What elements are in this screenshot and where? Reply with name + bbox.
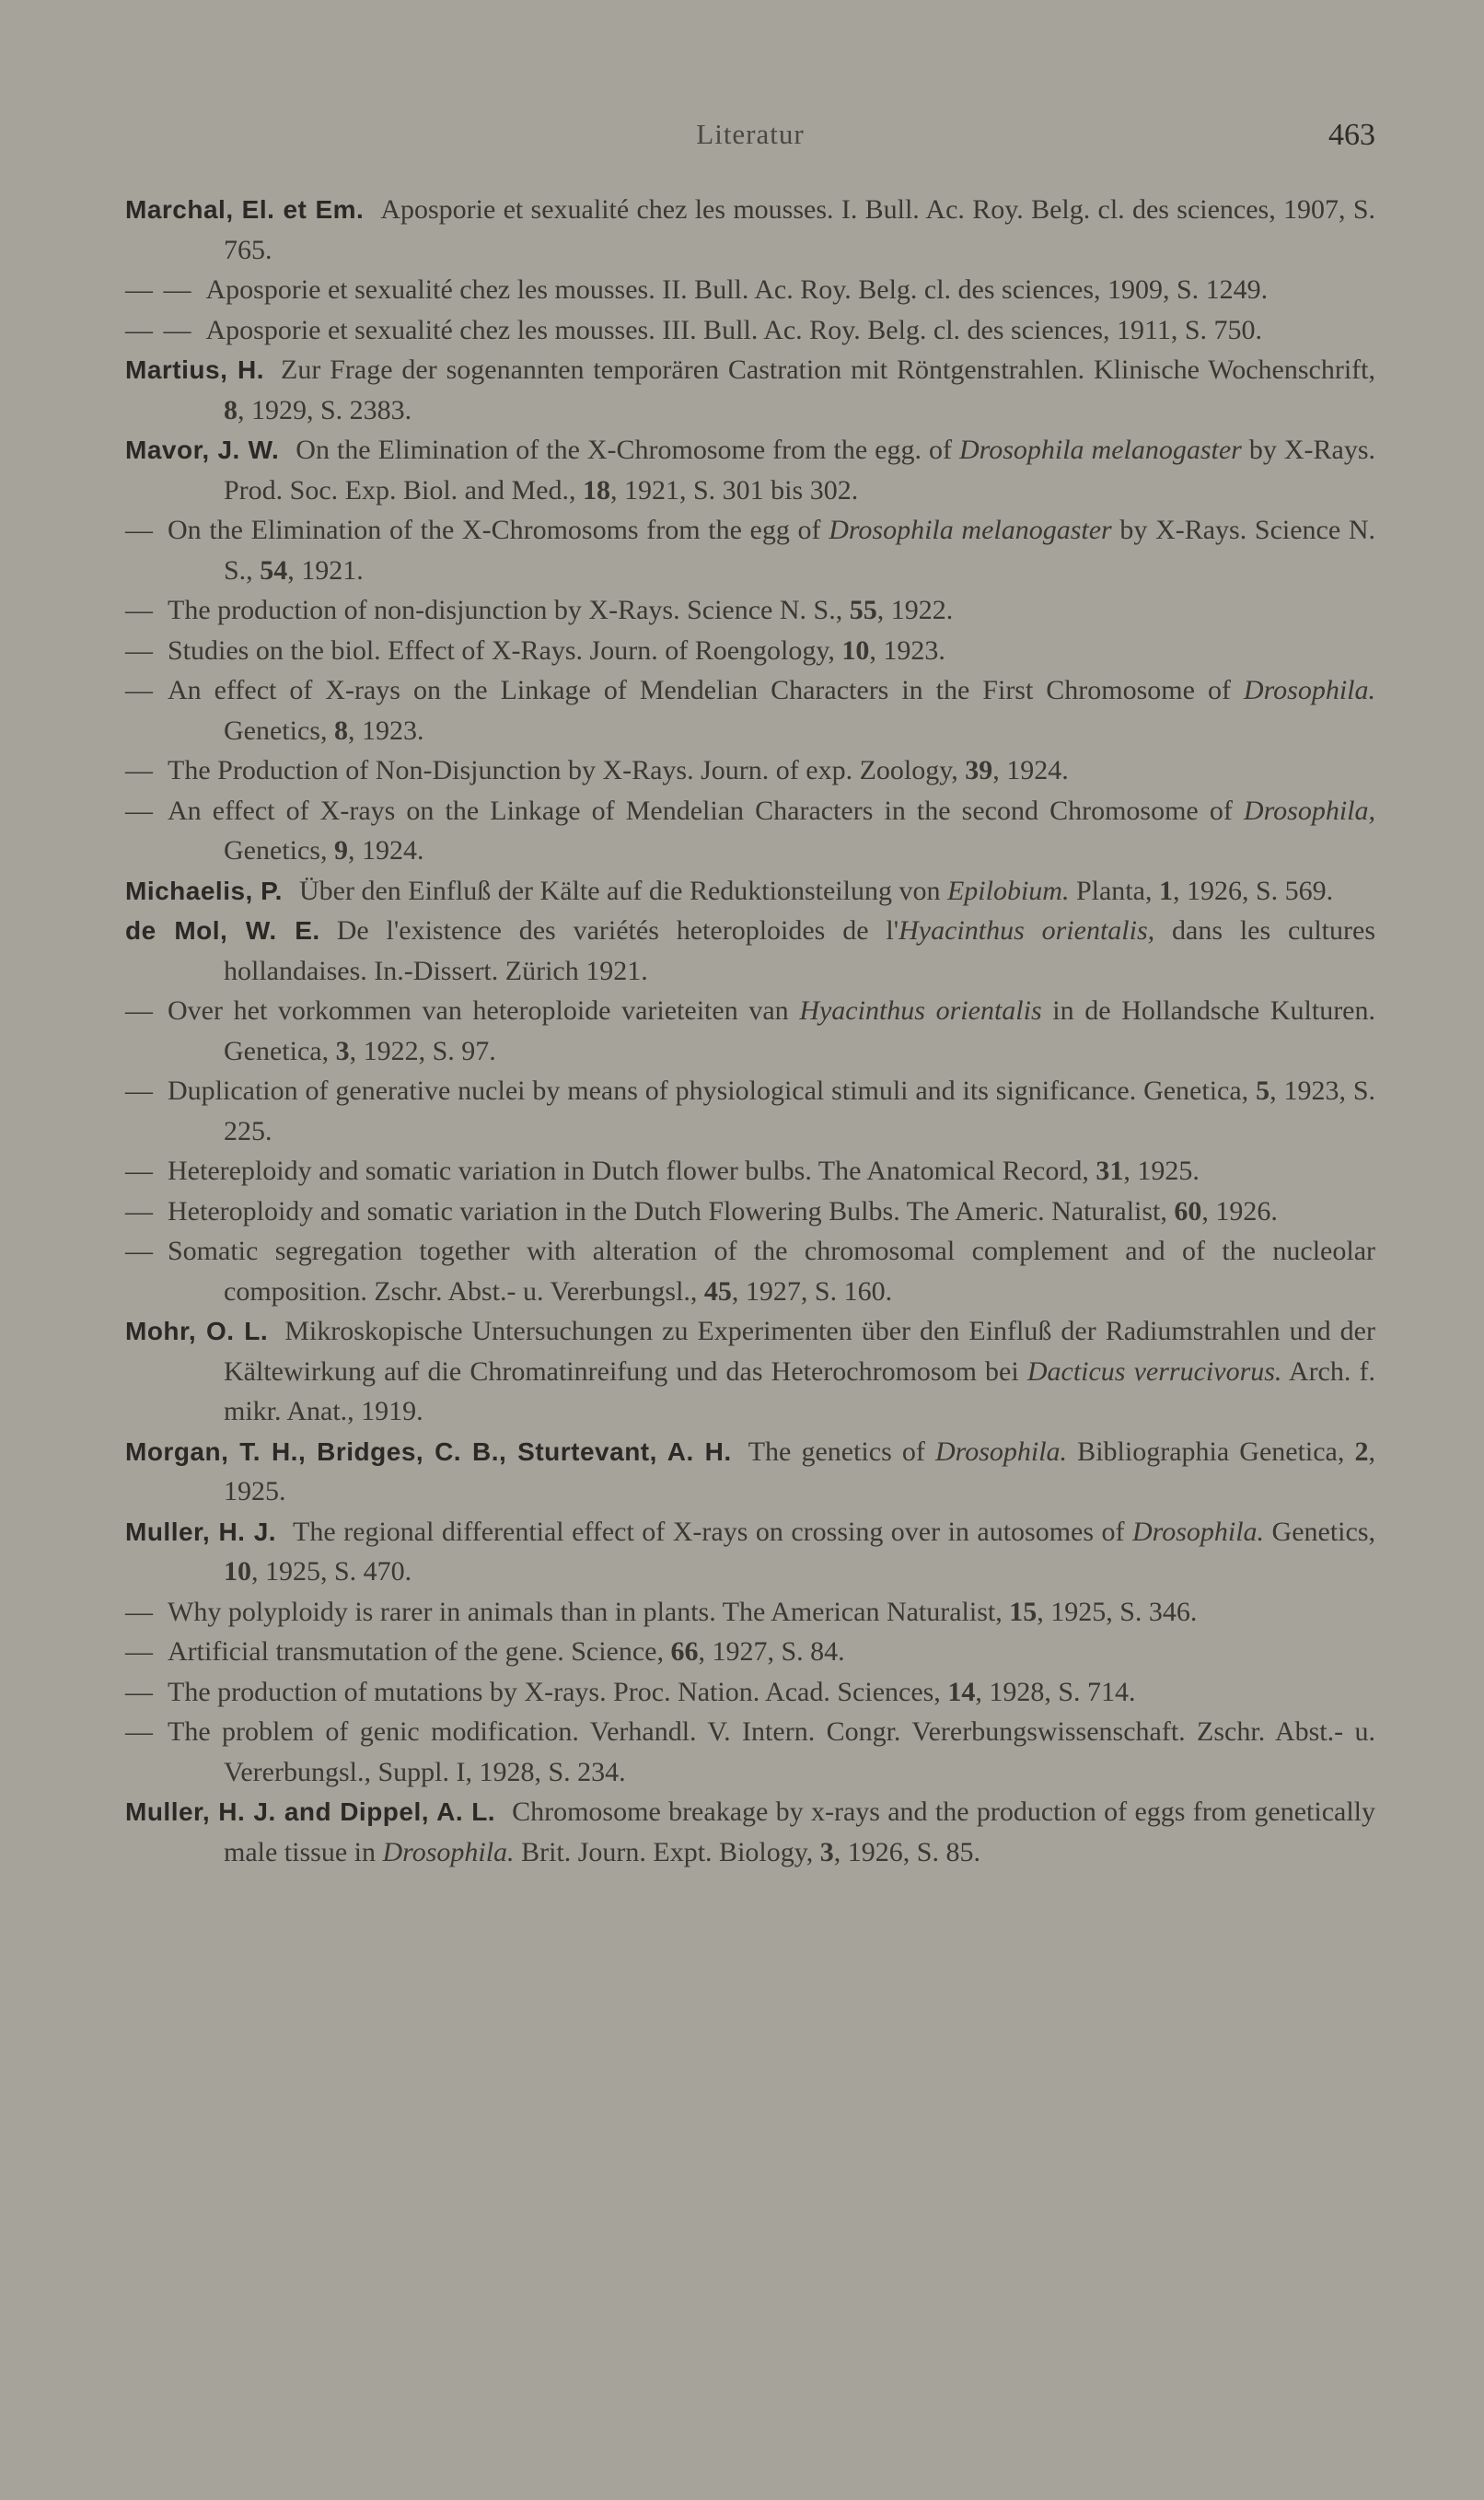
- volume-number: 39: [965, 755, 993, 785]
- reference-text: The genetics of: [748, 1436, 935, 1467]
- reference-entry: [125, 1192, 1375, 1232]
- reference-text: Zur Frage der sogenannten temporären Castration mit Röntgenstrahlen. Klinische Wochenschrift,: [281, 355, 1375, 385]
- reference-entry: [125, 1432, 1375, 1512]
- volume-number: 10: [841, 634, 870, 666]
- reference-text: Somatic segregation together with alteration of the chromosomal complement and of the nucleolar composition. Zschr. Abst.- u. Vererbungsl.,: [168, 1236, 1375, 1307]
- reference-text: On the Elimination of the X-Chromosoms from the egg of: [168, 515, 829, 545]
- reference-text: Studies on the biol. Effect of X-Rays. Journ. of Roengology,: [168, 634, 842, 666]
- reference-text: Why polyploidy is rarer in animals than in plants. The American Naturalist,: [168, 1596, 1010, 1627]
- volume-number: 3: [335, 1035, 350, 1066]
- volume-number: 31: [1096, 1156, 1124, 1186]
- reference-dash: —: [125, 634, 155, 666]
- reference-entry: [125, 871, 1375, 912]
- volume-number: 54: [260, 554, 288, 586]
- reference-dash: —: [125, 1236, 155, 1266]
- reference-text: , 1923, S. 225.: [224, 1076, 1375, 1146]
- reference-text: The Production of Non-Disjunction by X-Rays. Journ. of exp. Zoology,: [168, 755, 966, 785]
- reference-text: , 1925.: [224, 1436, 1375, 1506]
- reference-entry: [125, 631, 1375, 671]
- italic-text: Drosophila melanogaster: [829, 515, 1112, 545]
- reference-text: Aposporie et sexualité chez les mousses. II. Bull. Ac. Roy. Belg. cl. des sciences, 1909, S. 1249.: [205, 274, 1269, 305]
- reference-author: Muller, H. J. and Dippel, A. L.: [125, 1797, 496, 1826]
- reference-dash: —: [125, 1195, 155, 1227]
- italic-text: Drosophila,: [1243, 795, 1375, 826]
- page-number: 463: [1328, 118, 1375, 152]
- volume-number: 18: [583, 474, 610, 506]
- reference-text: , 1922, S. 97.: [349, 1035, 496, 1066]
- reference-entry: [125, 310, 1375, 351]
- volume-number: 1: [1158, 875, 1173, 906]
- reference-entry: [125, 190, 1375, 270]
- reference-text: Chromosome breakage by x-rays and the production of eggs from genetically male tissue in: [224, 1797, 1375, 1867]
- reference-text: Über den Einfluß der Kälte auf die Reduktionsteilung von: [298, 875, 947, 906]
- reference-dash: — —: [125, 274, 193, 305]
- reference-entry: [125, 1632, 1375, 1672]
- reference-entry: [125, 1592, 1375, 1633]
- reference-text: Genetics,: [1264, 1516, 1375, 1547]
- volume-number: 8: [333, 715, 348, 746]
- volume-number: 55: [849, 595, 877, 625]
- reference-text: The production of mutations by X-rays. Proc. Nation. Acad. Sciences,: [168, 1676, 948, 1707]
- page-header: [125, 118, 1375, 164]
- volume-number: 8: [224, 394, 238, 425]
- reference-text: , 1927, S. 160.: [731, 1275, 893, 1307]
- reference-entry: [125, 791, 1375, 871]
- reference-text: , 1923.: [347, 715, 424, 746]
- reference-author: Mavor, J. W.: [125, 436, 280, 464]
- reference-dash: —: [125, 595, 155, 625]
- reference-dash: —: [125, 515, 155, 545]
- reference-dash: —: [125, 1716, 155, 1747]
- reference-list: [125, 190, 1375, 1872]
- volume-number: 5: [1256, 1076, 1270, 1106]
- reference-text: Artificial transmutation of the gene. Science,: [168, 1636, 671, 1667]
- reference-dash: —: [125, 675, 155, 705]
- reference-text: An effect of X-rays on the Linkage of Mendelian Characters in the First Chromosome of: [168, 675, 1244, 705]
- reference-author: Michaelis, P.: [125, 876, 283, 905]
- reference-author: de Mol, W. E.: [125, 916, 320, 945]
- volume-number: 14: [947, 1676, 976, 1707]
- italic-text: Epilobium.: [946, 875, 1070, 906]
- reference-entry: [125, 750, 1375, 791]
- reference-text: Mikroskopische Untersuchungen zu Experimenten über den Einfluß der Radiumstrahlen und der Kältewirkung auf die Chromatinreifung und das Heterochromosom bei: [224, 1316, 1375, 1387]
- reference-dash: —: [125, 755, 155, 785]
- reference-text: Hetereploidy and somatic variation in Dutch flower bulbs. The Anatomical Record,: [168, 1156, 1096, 1186]
- reference-text: Arch. f. mikr. Anat., 1919.: [224, 1355, 1375, 1426]
- reference-text: , 1924.: [347, 835, 424, 866]
- reference-text: , 1921.: [287, 554, 364, 586]
- italic-text: Drosophila.: [382, 1836, 515, 1867]
- reference-text: , 1927, S. 84.: [698, 1636, 845, 1667]
- reference-entry: [125, 1071, 1375, 1151]
- reference-entry: [125, 430, 1375, 510]
- reference-author: Mohr, O. L.: [125, 1317, 269, 1345]
- reference-dash: —: [125, 995, 155, 1026]
- reference-text: , 1921, S. 301 bis 302.: [610, 474, 859, 506]
- running-title: Literatur: [696, 118, 805, 150]
- reference-text: by X-Rays. Science N. S.,: [224, 515, 1376, 586]
- reference-text: Planta,: [1069, 875, 1159, 906]
- reference-entry: [125, 1712, 1375, 1792]
- reference-dash: —: [125, 1076, 155, 1106]
- reference-text: On the Elimination of the X-Chromosome from the egg. of: [296, 435, 959, 465]
- reference-text: , 1926, S. 569.: [1172, 875, 1334, 906]
- reference-text: in de Hollandsche Kulturen. Genetica,: [224, 995, 1375, 1066]
- reference-text: , 1925, S. 470.: [251, 1556, 412, 1587]
- reference-text: , 1928, S. 714.: [975, 1676, 1136, 1707]
- volume-number: 60: [1174, 1195, 1202, 1227]
- volume-number: 3: [819, 1836, 834, 1867]
- reference-text: Over het vorkommen van heteroploide varieteiten van: [168, 995, 800, 1026]
- reference-entry: [125, 590, 1375, 631]
- volume-number: 66: [670, 1636, 699, 1667]
- reference-author: Muller, H. J.: [125, 1517, 277, 1546]
- reference-entry: [125, 1672, 1375, 1713]
- reference-text: Duplication of generative nuclei by means of physiological stimuli and its significance. Genetica,: [168, 1076, 1257, 1106]
- reference-text: An effect of X-rays on the Linkage of Mendelian Characters in the second Chromosome of: [168, 795, 1244, 826]
- italic-text: Drosophila.: [934, 1436, 1068, 1467]
- reference-text: Aposporie et sexualité chez les mousses. I. Bull. Ac. Roy. Belg. cl. des sciences, 1907, S. 765.: [224, 194, 1375, 265]
- reference-dash: —: [125, 1636, 155, 1667]
- reference-entry: [125, 1792, 1375, 1872]
- reference-text: dans les cultures hollandaises. In.-Dissert. Zürich 1921.: [224, 915, 1375, 986]
- reference-text: , 1926, S. 85.: [833, 1836, 980, 1867]
- reference-text: Genetics,: [224, 835, 334, 866]
- volume-number: 10: [224, 1556, 251, 1587]
- reference-text: , 1922.: [876, 595, 954, 625]
- volume-number: 45: [703, 1275, 732, 1307]
- reference-text: , 1929, S. 2383.: [238, 394, 412, 425]
- reference-entry: [125, 270, 1375, 310]
- reference-author: Marchal, El. et Em.: [125, 195, 365, 224]
- reference-entry: [125, 1311, 1375, 1432]
- reference-text: Brit. Journ. Expt. Biology,: [514, 1836, 820, 1867]
- reference-text: Bibliographia Genetica,: [1067, 1436, 1355, 1467]
- italic-text: Hyacinthus orientalis,: [899, 915, 1155, 946]
- reference-entry: [125, 1151, 1375, 1192]
- reference-entry: [125, 911, 1375, 991]
- italic-text: Dacticus verrucivorus.: [1026, 1355, 1282, 1387]
- reference-text: , 1926.: [1201, 1195, 1278, 1227]
- reference-text: , 1924.: [992, 755, 1069, 785]
- reference-text: , 1925, S. 346.: [1037, 1596, 1198, 1627]
- reference-entry: [125, 991, 1375, 1071]
- reference-entry: [125, 1231, 1375, 1311]
- reference-text: Aposporie et sexualité chez les mousses. III. Bull. Ac. Roy. Belg. cl. des sciences, 1911, S. 750.: [205, 314, 1263, 345]
- italic-text: Hyacinthus orientalis: [799, 995, 1042, 1026]
- reference-dash: —: [125, 1676, 155, 1707]
- reference-dash: —: [125, 1596, 155, 1627]
- reference-text: The problem of genic modification. Verhandl. V. Intern. Congr. Vererbungswissenschaft. Zschr. Abst.- u. Vererbungsl., Suppl. I, 1928, S. 234.: [168, 1716, 1375, 1787]
- italic-text: Drosophila melanogaster: [958, 435, 1242, 465]
- italic-text: Drosophila.: [1131, 1516, 1265, 1547]
- reference-text: Genetics,: [224, 715, 334, 746]
- reference-author: Morgan, T. H., Bridges, C. B., Sturtevant, A. H.: [125, 1436, 732, 1466]
- italic-text: Drosophila.: [1243, 675, 1375, 705]
- volume-number: 2: [1354, 1436, 1369, 1467]
- reference-text: by X-Rays. Prod. Soc. Exp. Biol. and Med.,: [224, 435, 1376, 506]
- volume-number: 9: [333, 835, 348, 866]
- volume-number: 15: [1009, 1596, 1038, 1627]
- reference-text: , 1923.: [869, 634, 945, 666]
- reference-dash: —: [125, 795, 155, 826]
- reference-entry: [125, 1512, 1375, 1592]
- reference-text: De l'existence des variétés heteroploides de l': [336, 915, 899, 946]
- reference-entry: [125, 670, 1375, 750]
- reference-text: The regional differential effect of X-rays on crossing over in autosomes of: [293, 1516, 1132, 1547]
- reference-entry: [125, 510, 1375, 590]
- reference-dash: — —: [125, 314, 193, 345]
- reference-dash: —: [125, 1156, 155, 1186]
- reference-text: Heteroploidy and somatic variation in the Dutch Flowering Bulbs. The Americ. Naturalist,: [168, 1195, 1175, 1227]
- reference-text: The production of non-disjunction by X-Rays. Science N. S.,: [168, 595, 850, 625]
- reference-text: , 1925.: [1123, 1156, 1200, 1186]
- reference-entry: [125, 350, 1375, 430]
- reference-author: Martius, H.: [125, 355, 265, 384]
